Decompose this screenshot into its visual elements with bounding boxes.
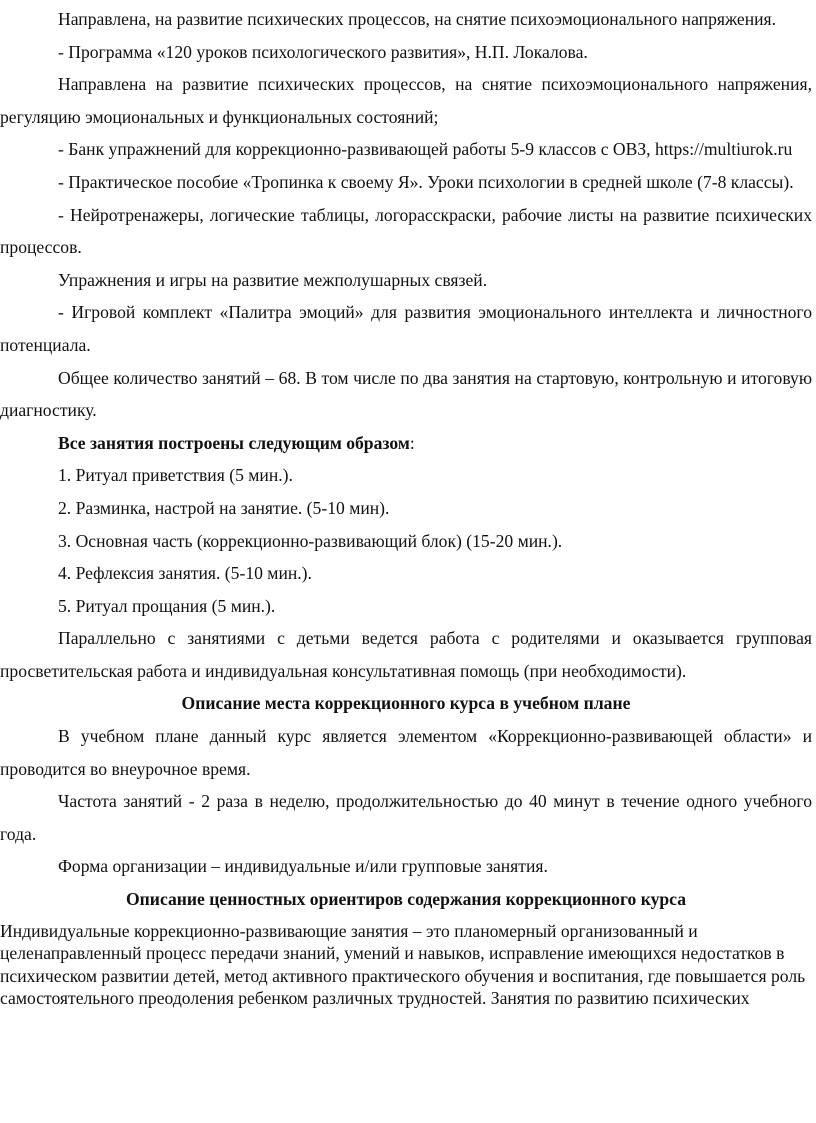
paragraph: Упражнения и игры на развитие межполушарных связей. bbox=[58, 269, 488, 290]
structure-heading-colon: : bbox=[409, 432, 415, 453]
section-title-course-place: Описание места коррекционного курса в учебном плане bbox=[181, 693, 631, 714]
paragraph: - Практическое пособие «Тропинка к своему Я». Уроки психологии в средней школе (7-8 классы). bbox=[58, 171, 794, 192]
paragraph: - Банк упражнений для коррекционно-развивающей работы 5-9 классов с ОВЗ, https://multiurok.ru bbox=[58, 139, 793, 160]
parents-paragraph: Параллельно с занятиями с детьми ведется работа с родителями и оказывается групповая просветительская работа и индивидуальная консультативная помощь (при необходимости). bbox=[0, 628, 812, 681]
step-item: 3. Основная часть (коррекционно-развивающий блок) (15-20 мин.). bbox=[58, 530, 563, 551]
step-item: 1. Ритуал приветствия (5 мин.). bbox=[58, 465, 293, 486]
paragraph: - Нейротренажеры, логические таблицы, логорасскраски, рабочие листы на развитие психических процессов. bbox=[0, 204, 812, 258]
paragraph: Индивидуальные коррекционно-развивающие занятия – это планомерный организованный и целенаправленный процесс передачи знаний, умений и навыков, исправление имеющихся недостатков в психическом развитии детей, метод активного практического обучения и воспитания, где повышается роль самостоятельного преодоления ребенком различных трудностей. Занятия по развитию психических bbox=[0, 920, 806, 1009]
paragraph: Направлена, на развитие психических процессов, на снятие психоэмоционального напряжения. bbox=[58, 9, 777, 29]
section-title-value-orientations: Описание ценностных ориентиров содержания коррекционного курса bbox=[125, 889, 687, 910]
paragraph: В учебном плане данный курс является элементом «Коррекционно-развивающей области» и проводится во внеурочное время. bbox=[0, 726, 812, 779]
paragraph: Общее количество занятий – 68. В том числе по два занятия на стартовую, контрольную и итоговую диагностику. bbox=[0, 367, 812, 421]
paragraph: Частота занятий - 2 раза в неделю, продолжительностью до 40 минут в течение одного учебного года. bbox=[0, 791, 812, 844]
structure-heading-bold: Все занятия построены следующим образом bbox=[58, 432, 410, 453]
structure-heading bbox=[0, 427, 812, 460]
paragraph: - Игровой комплект «Палитра эмоций» для развития эмоционального интеллекта и личностного потенциала. bbox=[0, 302, 812, 355]
step-item: 5. Ритуал прощания (5 мин.). bbox=[58, 595, 276, 616]
step-item: 2. Разминка, настрой на занятие. (5-10 мин). bbox=[58, 497, 390, 518]
step-item: 4. Рефлексия занятия. (5-10 мин.). bbox=[58, 563, 312, 584]
paragraph: Направлена на развитие психических процессов, на снятие психоэмоционального напряжения, регуляцию эмоциональных и функциональных состояний; bbox=[0, 74, 812, 127]
paragraph: - Программа «120 уроков психологического развития», Н.П. Локалова. bbox=[58, 41, 588, 62]
paragraph: Форма организации – индивидуальные и/или групповые занятия. bbox=[58, 856, 548, 877]
